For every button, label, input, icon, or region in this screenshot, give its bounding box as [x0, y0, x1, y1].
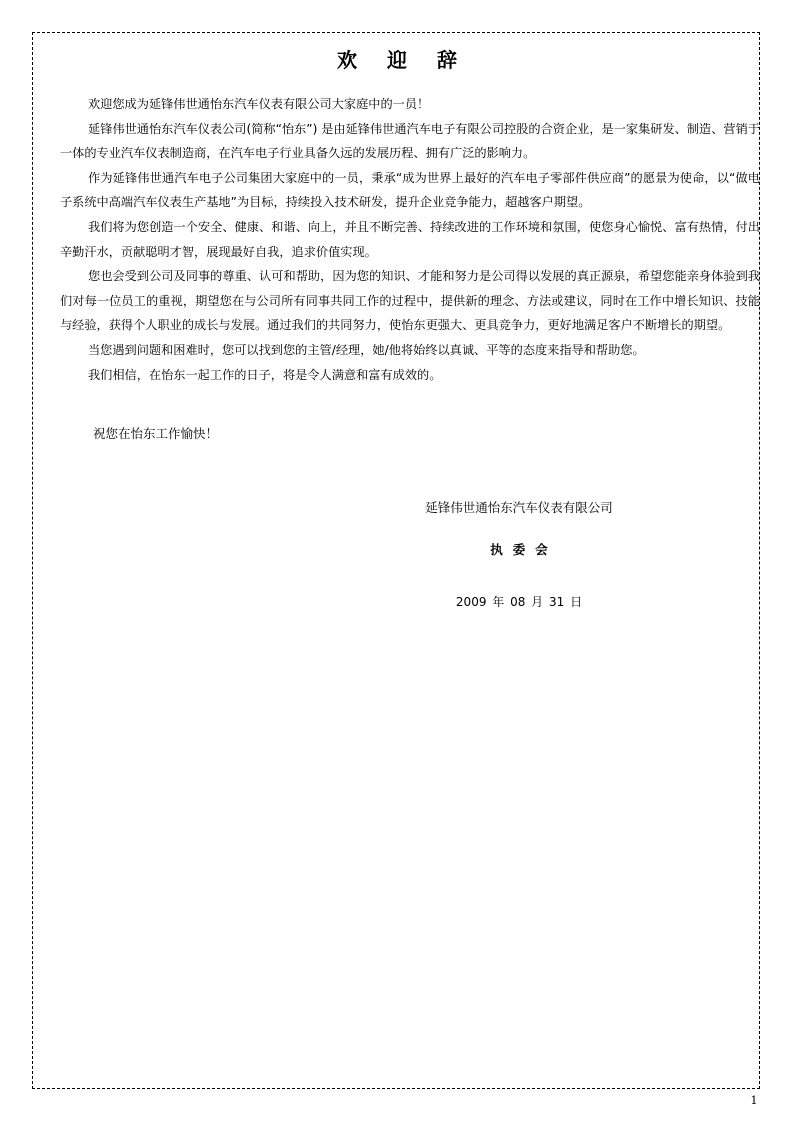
- paragraph-5: 您也会受到公司及同事的尊重、认可和帮助，因为您的知识、才能和努力是公司得以发展的真正源泉，希望您能亲身体验到我们对每一位员工的重视，期望您在与公司所有同事共同工作的过程中，提供新的理念、方法或建议，同时在工作中增长知识、技能与经验，获得个人职业的成长与发展。通过我们的共同努力，使怡东更强大、更具竞争力，更好地满足客户不断增长的期望。: [60, 269, 760, 333]
- paragraph-4: 我们将为您创造一个安全、健康、和谐、向上，并且不断完善、持续改进的工作环境和氛围，使您身心愉悦、富有热情，付出辛勤汗水，贡献聪明才智，展现最好自我，追求价值实现。: [60, 219, 760, 259]
- paragraph-6: 当您遇到问题和困难时，您可以找到您的主管/经理，她/他将始终以真诚、平等的态度来指导和帮助您。: [88, 342, 645, 357]
- letter-date: 2009 年 08 月 31 日: [455, 595, 583, 609]
- closing-line: 祝您在怡东工作愉快！: [93, 426, 219, 441]
- paragraph-1: 欢迎您成为延锋伟世通怡东汽车仪表有限公司大家庭中的一员！: [88, 97, 430, 111]
- page-number: 1: [750, 1094, 758, 1107]
- letter-body: [60, 92, 760, 387]
- company-signature: 延锋伟世通怡东汽车仪表有限公司: [425, 500, 613, 515]
- paragraph-3: 作为延锋伟世通汽车电子公司集团大家庭中的一员，秉承“成为世界上最好的汽车电子零部件供应商”的愿景为使命，以“做电子系统中高端汽车仪表生产基地”为目标，持续投入技术研发，提升企业竞争能力，超越客户期望。: [60, 170, 760, 210]
- page-title: 欢迎辞: [337, 48, 487, 72]
- paragraph-7: 我们相信，在怡东一起工作的日子，将是令人满意和富有成效的。: [88, 367, 442, 382]
- paragraph-2: 延锋伟世通怡东汽车仪表公司(简称“怡东”) 是由延锋伟世通汽车电子有限公司控股的合资企业，是一家集研发、制造、营销于一体的专业汽车仪表制造商，在汽车电子行业具备久远的发展历程、拥有广泛的影响力。: [60, 121, 760, 161]
- committee-signature: 执委会: [490, 542, 558, 557]
